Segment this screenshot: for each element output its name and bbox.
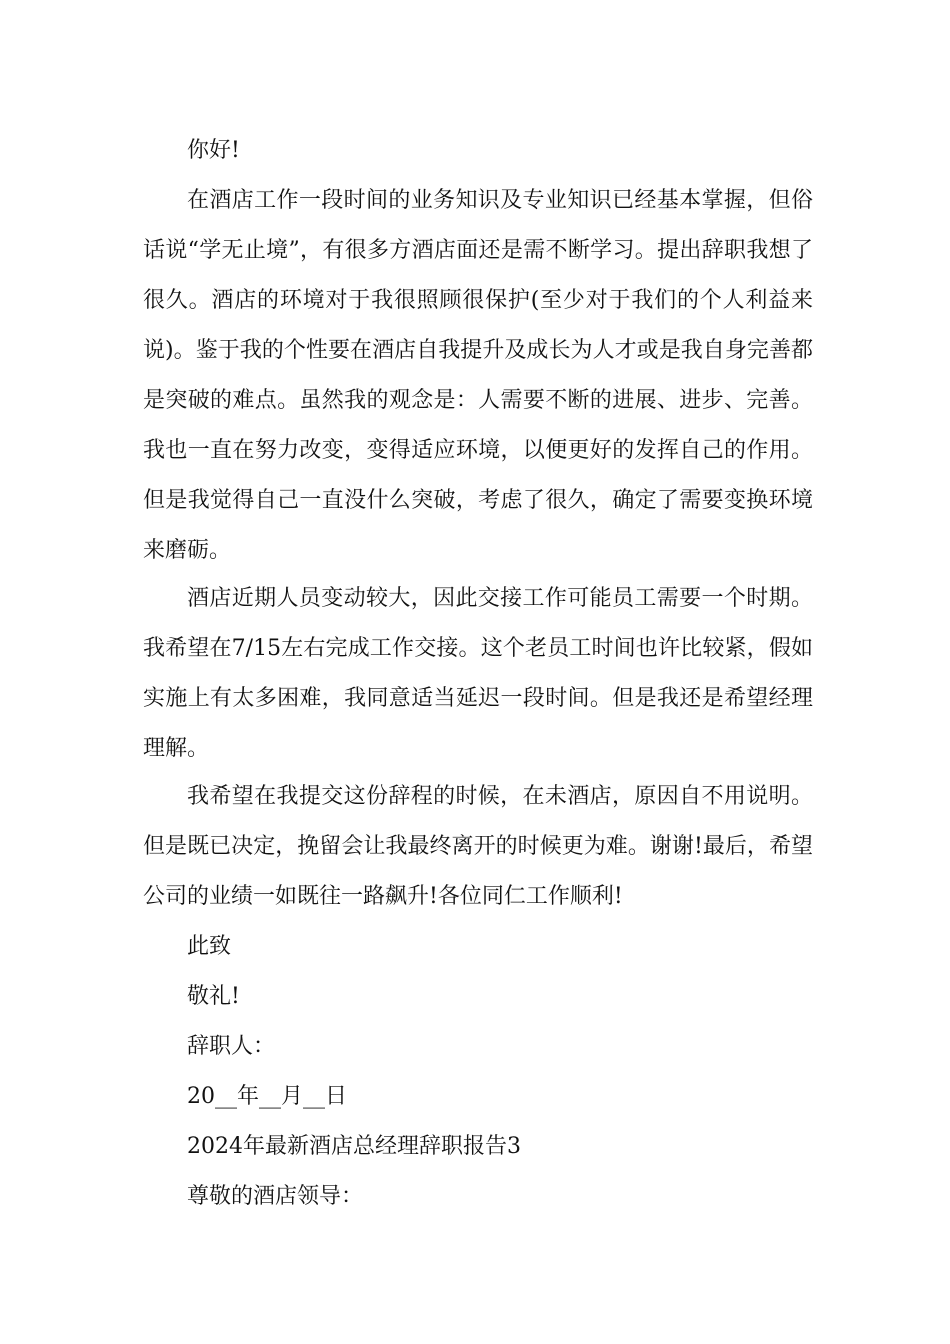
body-paragraph-2 [143,574,813,774]
salute-phrase: 敬礼! [187,984,240,1009]
body-paragraph-3 [143,772,813,922]
next-salutation: 尊敬的酒店领导： [187,1184,364,1209]
paragraph-2-text: 酒店近期人员变动较大，因此交接工作可能员工需要一个时期。我希望在7/15左右完成工作交接。这个老员工时间也许比较紧，假如实施上有太多困难，我同意适当延迟一段时间。但是我还是希望经理理解。 [143,586,813,761]
greeting-block [143,126,813,176]
date-line: 20__年__月__日 [187,1084,347,1109]
paragraph-3-text: 我希望在我提交这份辞程的时候，在未酒店，原因自不用说明。但是既已决定，挽留会让我最终离开的时候更为难。谢谢!最后，希望公司的业绩一如既往一路飙升!各位同仁工作顺利! [143,784,813,909]
next-section-title: 2024年最新酒店总经理辞职报告3 [187,1134,521,1159]
paragraph-1-text: 在酒店工作一段时间的业务知识及专业知识已经基本掌握，但俗话说“学无止境”，有很多方酒店面还是需不断学习。提出辞职我想了很久。酒店的环境对于我很照顾很保护(至少对于我们的个人利益来说)。鉴于我的个性要在酒店自我提升及成长为人才或是我自身完善都是突破的难点。虽然我的观念是：人需要不断的进展、进步、完善。我也一直在努力改变，变得适应环境，以便更好的发挥自己的作用。但是我觉得自己一直没什么突破，考虑了很久，确定了需要变换环境来磨砺。 [143,188,813,563]
body-paragraph-1 [143,176,813,576]
closing-phrase: 此致 [187,934,232,959]
greeting: 你好! [187,138,240,163]
closing-block [143,922,813,1222]
signature-label: 辞职人： [187,1034,276,1059]
